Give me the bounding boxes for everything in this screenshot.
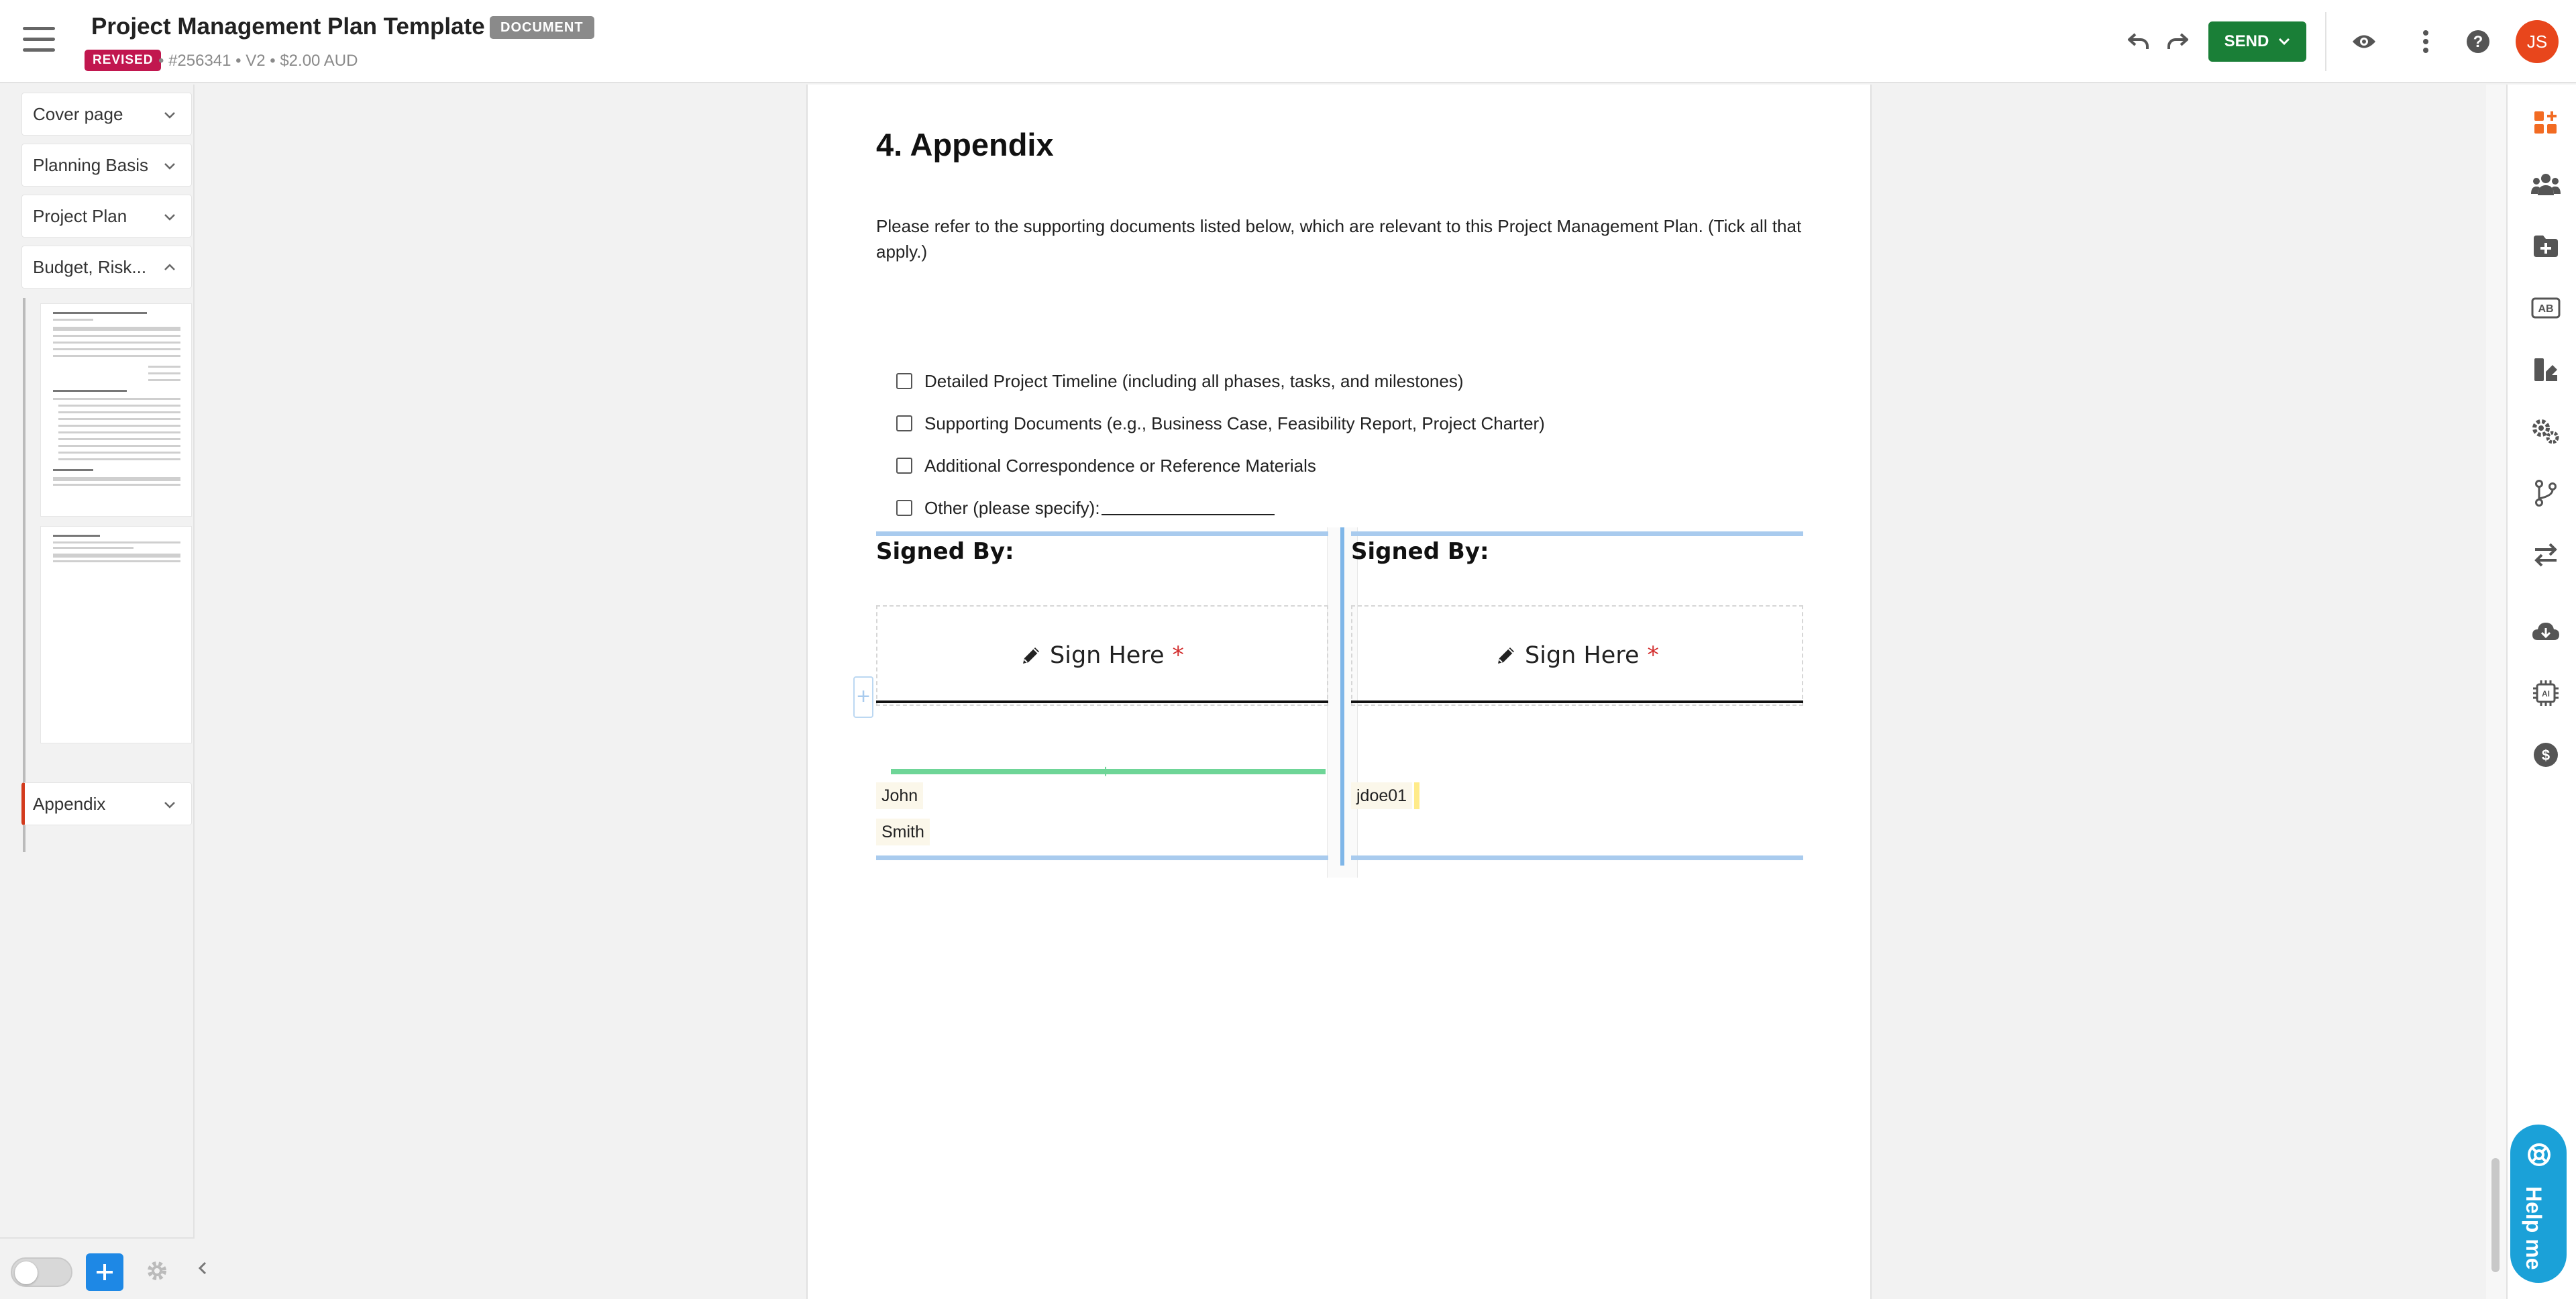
right-toolbar — [2506, 85, 2576, 1299]
send-button[interactable] — [2208, 21, 2306, 62]
page-thumbnail-2[interactable] — [40, 526, 192, 743]
signature-line — [1351, 700, 1803, 703]
add-content-icon[interactable] — [2529, 229, 2563, 263]
section-heading[interactable]: 4. Appendix — [876, 127, 1054, 162]
section-planning-basis[interactable] — [21, 144, 192, 187]
recipients-icon[interactable] — [2529, 168, 2563, 201]
integrations-icon[interactable] — [2529, 538, 2563, 572]
ai-icon[interactable] — [2529, 676, 2563, 710]
more-options-icon[interactable] — [2412, 28, 2439, 55]
send-label: SEND — [2224, 32, 2269, 50]
page-thumbnails — [23, 298, 192, 852]
svg-text:$: $ — [2541, 747, 2551, 764]
collapse-sidebar-icon[interactable] — [196, 1255, 209, 1282]
header-divider — [2325, 12, 2326, 71]
help-me-button[interactable] — [2510, 1125, 2567, 1283]
section-label: Appendix — [33, 793, 106, 814]
checkbox-label: Supporting Documents (e.g., Business Case, Feasibility Report, Project Charter) — [924, 413, 1545, 433]
required-mark: * — [1647, 642, 1659, 669]
checkbox-row — [896, 495, 1275, 521]
signature-block-2 — [1351, 531, 1803, 860]
design-icon[interactable] — [2529, 353, 2563, 386]
chevron-down-icon — [163, 798, 176, 811]
signature-field[interactable] — [876, 605, 1328, 706]
section-label: Project Plan — [33, 205, 127, 226]
menu-icon[interactable] — [23, 27, 55, 54]
chevron-up-icon — [163, 261, 176, 274]
chevron-down-icon — [163, 108, 176, 121]
chevron-down-icon — [2278, 38, 2290, 46]
signature-line — [876, 700, 1328, 703]
signed-by-label: Signed By: — [1351, 538, 1489, 565]
field-cursor-marker — [1414, 782, 1419, 809]
section-appendix[interactable] — [21, 782, 192, 825]
checkbox-label: Other (please specify): — [924, 497, 1100, 518]
add-blocks-icon[interactable] — [2529, 106, 2563, 140]
lifebuoy-icon — [2526, 1142, 2552, 1167]
section-label: Cover page — [33, 103, 123, 124]
checkbox-label: Detailed Project Timeline (including all phases, tasks, and milestones) — [924, 370, 1464, 391]
block-top-border — [876, 531, 1328, 536]
gear-icon[interactable] — [145, 1259, 172, 1286]
sign-here-label: Sign Here — [1050, 642, 1165, 669]
section-budget-risk[interactable] — [21, 246, 192, 289]
first-name-field[interactable]: John — [876, 782, 923, 809]
document-title[interactable]: Project Management Plan Template — [91, 13, 485, 40]
document-type-badge: DOCUMENT — [490, 16, 594, 39]
add-row-handle[interactable]: + — [853, 676, 873, 718]
pricing-icon[interactable] — [2529, 738, 2563, 772]
add-section-button[interactable] — [86, 1253, 123, 1291]
plus-icon: + — [1099, 761, 1112, 782]
username-field[interactable]: jdoe01 — [1351, 782, 1412, 809]
section-label: Planning Basis — [33, 154, 148, 175]
top-header — [0, 0, 2576, 83]
column-resize-handle[interactable] — [1340, 527, 1344, 866]
required-mark: * — [1172, 642, 1184, 669]
section-label: Budget, Risk... — [33, 256, 147, 277]
sections-sidebar — [0, 85, 195, 1299]
signature-field[interactable] — [1351, 605, 1803, 706]
pencil-icon — [1020, 645, 1042, 666]
view-toggle[interactable] — [11, 1257, 72, 1287]
plus-icon — [94, 1261, 115, 1283]
checkbox-row — [896, 368, 1464, 395]
avatar[interactable]: JS — [2516, 20, 2559, 63]
variables-icon[interactable] — [2529, 291, 2563, 325]
page-scrollbar[interactable] — [2486, 85, 2506, 1299]
status-badge: REVISED — [85, 50, 161, 71]
settings-icon[interactable] — [2529, 415, 2563, 448]
svg-text:?: ? — [2473, 33, 2483, 51]
sign-here-label: Sign Here — [1525, 642, 1640, 669]
checkbox[interactable] — [896, 500, 912, 516]
section-project-plan[interactable] — [21, 195, 192, 238]
document-page — [806, 85, 1872, 1299]
checkbox-label: Additional Correspondence or Reference Materials — [924, 455, 1316, 476]
undo-icon[interactable] — [2125, 28, 2152, 55]
block-top-border — [1351, 531, 1803, 536]
sidebar-footer — [0, 1237, 195, 1299]
last-name-field[interactable]: Smith — [876, 819, 930, 845]
section-cover-page[interactable] — [21, 93, 192, 136]
chevron-down-icon — [163, 159, 176, 172]
help-icon[interactable] — [2465, 28, 2491, 55]
signature-block-1 — [876, 531, 1328, 860]
checkbox-row — [896, 410, 1545, 437]
signed-by-label: Signed By: — [876, 538, 1014, 565]
specify-blank-line[interactable] — [1102, 501, 1275, 515]
svg-text:AB: AB — [2538, 303, 2554, 315]
workflow-icon[interactable] — [2529, 476, 2563, 510]
redo-icon[interactable] — [2164, 28, 2191, 55]
document-meta: • #256341 • V2 • $2.00 AUD — [158, 52, 358, 70]
checkbox[interactable] — [896, 415, 912, 431]
page-thumbnail-1[interactable] — [40, 303, 192, 517]
download-icon[interactable] — [2529, 615, 2563, 648]
preview-eye-icon[interactable] — [2351, 28, 2377, 55]
chevron-down-icon — [163, 210, 176, 223]
svg-text:AI: AI — [2542, 689, 2550, 698]
checkbox-row — [896, 452, 1316, 479]
pencil-icon — [1495, 645, 1517, 666]
block-bottom-border — [1351, 855, 1803, 860]
block-bottom-border — [876, 855, 1328, 860]
checkbox[interactable] — [896, 373, 912, 389]
intro-paragraph[interactable]: Please refer to the supporting documents listed below, which are relevant to this Project Management Plan. (Tick all that apply.) — [876, 216, 1802, 262]
checkbox[interactable] — [896, 458, 912, 474]
help-me-label: Help me — [2522, 1186, 2546, 1270]
scrollbar-thumb[interactable] — [2491, 1158, 2500, 1272]
